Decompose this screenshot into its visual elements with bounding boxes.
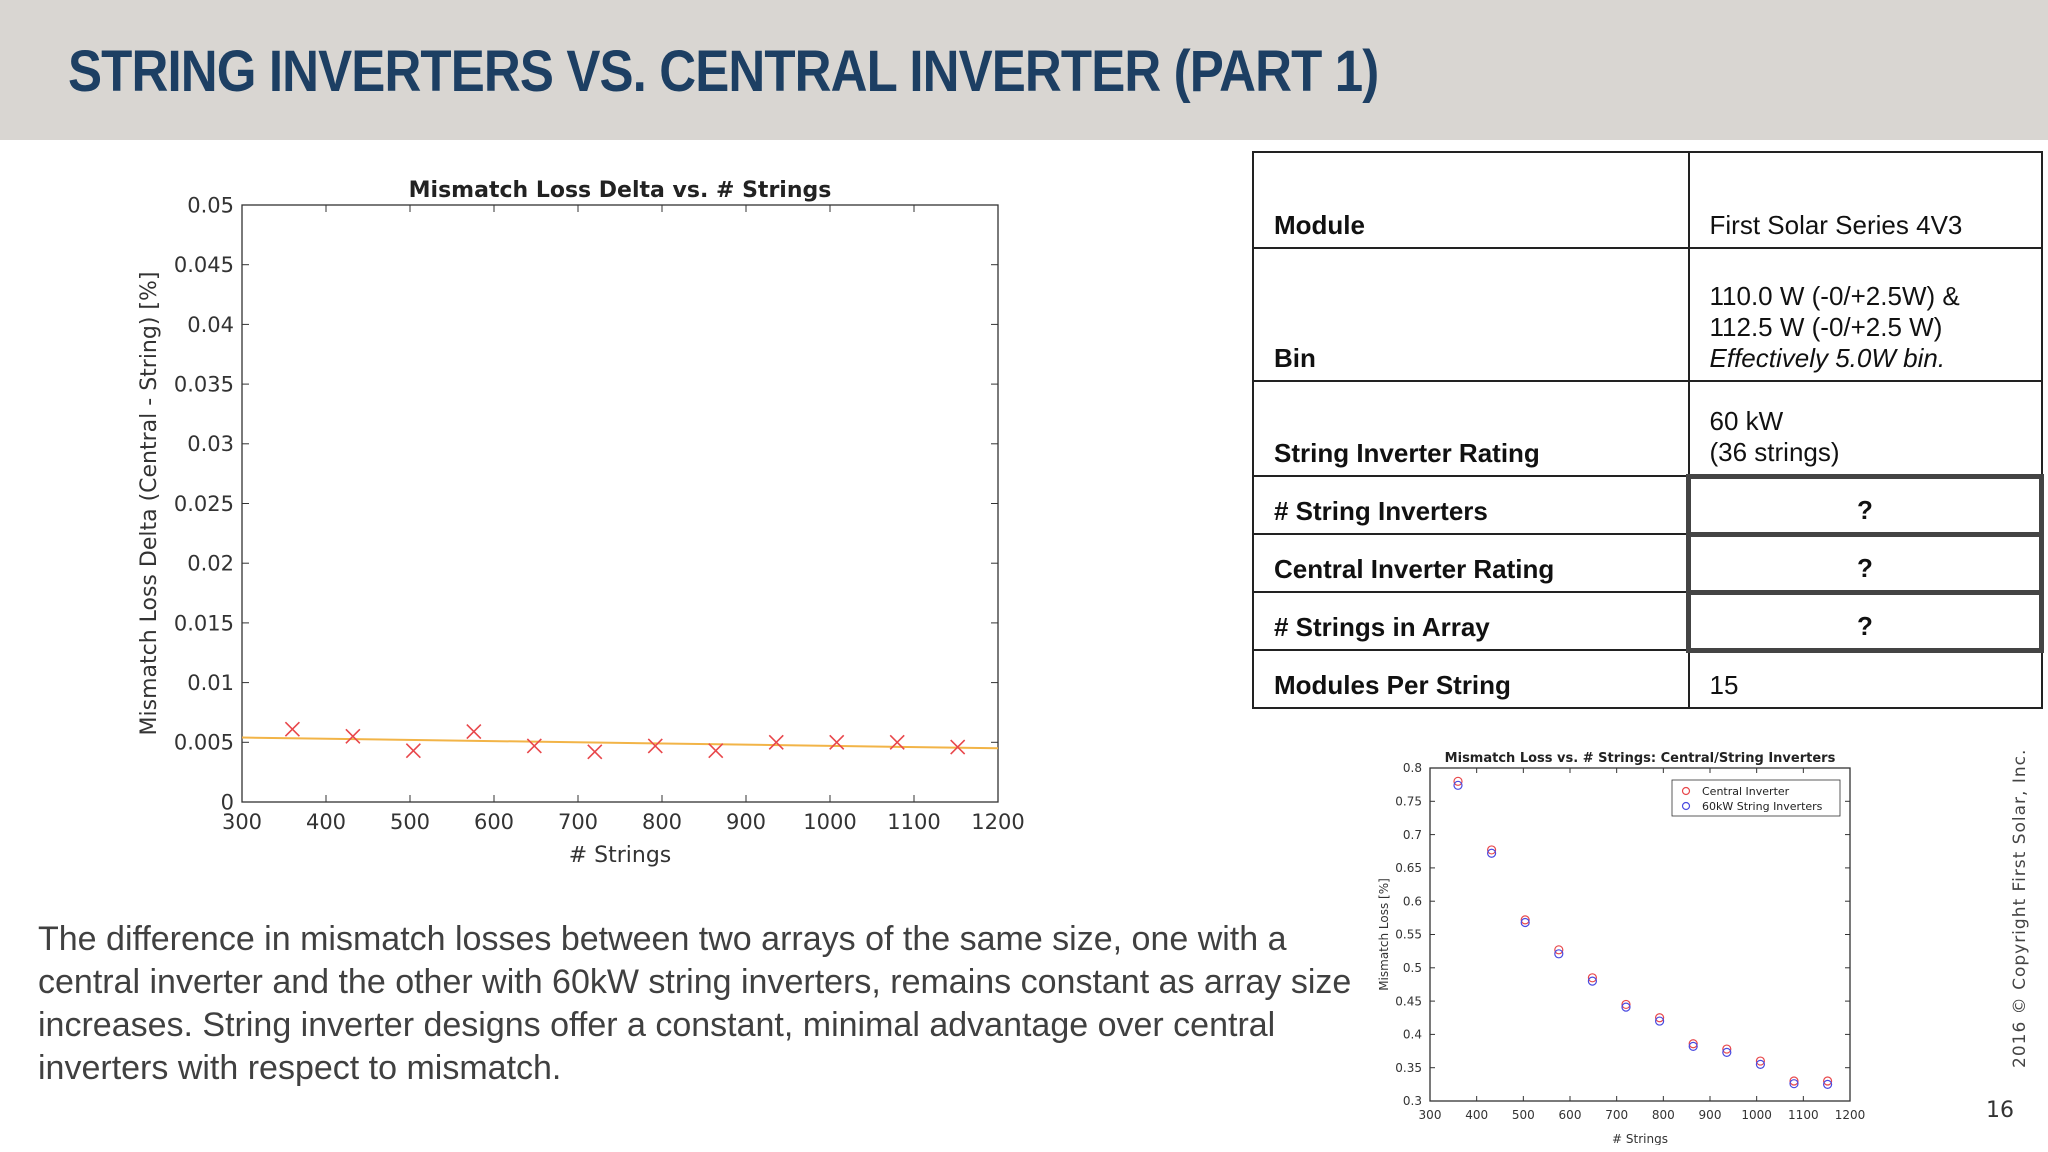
summary-text: The difference in mismatch losses between two arrays of the same size, one with a central inverter and the other with 60kW string inverters, remains constant as array size increases. String inverter designs offer a constant, minimal advantage over central inverters with respect to mismatch. <box>38 920 1352 1087</box>
x-tick-label: 1100 <box>887 810 941 834</box>
x-tick-label: 900 <box>725 810 767 834</box>
x-tick-label: 300 <box>221 810 263 834</box>
y-tick-label: 0.02 <box>187 551 234 576</box>
x-tick-label: 600 <box>473 810 515 834</box>
row-label: Modules Per String <box>1253 650 1689 708</box>
x-tick-label: 500 <box>1511 1108 1535 1122</box>
y-tick-label: 0.03 <box>187 432 234 457</box>
row-value: 110.0 W (-0/+2.5W) & 112.5 W (-0/+2.5 W) <box>1709 281 1960 342</box>
table-row <box>1253 650 2042 708</box>
y-tick-label: 0.45 <box>1395 994 1422 1009</box>
y-axis-label: Mismatch Loss [%] <box>1377 878 1391 991</box>
y-tick-label: 0.045 <box>173 253 234 278</box>
row-value: ? <box>1689 476 2042 534</box>
x-tick-label: 700 <box>1605 1108 1629 1122</box>
legend-label: Central Inverter <box>1702 785 1790 798</box>
mismatch-delta-chart <box>120 165 1040 885</box>
x-tick-label: 800 <box>641 810 683 834</box>
y-tick-label: 0.01 <box>187 670 234 695</box>
x-tick-label: 500 <box>389 810 431 834</box>
table-row <box>1253 381 2042 476</box>
row-label: Bin <box>1253 248 1689 381</box>
x-axis-label: # Strings <box>1612 1132 1668 1145</box>
y-tick-label: 0.025 <box>173 491 234 516</box>
slide-title: STRING INVERTERS VS. CENTRAL INVERTER (PART 1) <box>68 39 1379 104</box>
y-tick-label: 0.3 <box>1402 1094 1422 1109</box>
title-banner <box>0 0 2048 140</box>
y-tick-label: 0.005 <box>173 730 234 755</box>
row-label: Module <box>1253 152 1689 248</box>
row-value: ? <box>1689 534 2042 592</box>
x-axis-label: # Strings <box>568 843 672 868</box>
row-label: # Strings in Array <box>1253 592 1689 650</box>
y-tick-label: 0.55 <box>1395 927 1422 942</box>
x-tick-label: 300 <box>1418 1108 1442 1122</box>
x-tick-label: 1100 <box>1788 1108 1819 1122</box>
row-value: ? <box>1689 592 2042 650</box>
x-tick-label: 1000 <box>1741 1108 1772 1122</box>
table-row <box>1253 248 2042 381</box>
y-tick-label: 0.5 <box>1402 961 1422 975</box>
row-label: Central Inverter Rating <box>1253 534 1689 592</box>
y-axis-label: Mismatch Loss Delta (Central - String) [%] <box>137 271 162 736</box>
legend-label: 60kW String Inverters <box>1702 800 1823 813</box>
row-value: First Solar Series 4V3 <box>1689 152 2042 248</box>
row-note: Effectively 5.0W bin. <box>1709 343 1946 373</box>
x-tick-label: 700 <box>557 810 599 834</box>
y-tick-label: 0.4 <box>1402 1027 1422 1042</box>
y-tick-label: 0.015 <box>173 611 234 636</box>
y-tick-label: 0.8 <box>1402 761 1422 776</box>
spec-table <box>1252 151 2044 709</box>
x-tick-label: 900 <box>1698 1108 1722 1122</box>
x-tick-label: 400 <box>1465 1108 1489 1122</box>
row-label: String Inverter Rating <box>1253 381 1689 476</box>
table-row <box>1253 152 2042 248</box>
y-tick-label: 0.7 <box>1402 827 1422 842</box>
y-tick-label: 0.6 <box>1402 894 1422 909</box>
y-tick-label: 0.035 <box>173 372 234 397</box>
row-value-cell <box>1689 248 2042 381</box>
table-row <box>1253 534 2042 592</box>
plot-area <box>1430 768 1850 1101</box>
chart-title: Mismatch Loss vs. # Strings: Central/String Inverters <box>1444 751 1836 766</box>
row-value: 15 <box>1689 650 2042 708</box>
x-tick-label: 1000 <box>803 810 857 834</box>
row-value: 60 kW (36 strings) <box>1689 381 2042 476</box>
page-number: 16 <box>1986 1098 2014 1123</box>
x-tick-label: 800 <box>1651 1108 1675 1122</box>
mismatch-loss-chart <box>1360 745 1890 1145</box>
y-tick-label: 0.05 <box>187 193 234 218</box>
table-row <box>1253 592 2042 650</box>
x-tick-label: 600 <box>1558 1108 1582 1122</box>
y-tick-label: 0.04 <box>187 312 234 337</box>
x-tick-label: 1200 <box>971 810 1025 834</box>
x-tick-label: 1200 <box>1834 1108 1866 1122</box>
y-tick-label: 0.75 <box>1395 794 1422 809</box>
row-label: # String Inverters <box>1253 476 1689 534</box>
y-tick-label: 0.65 <box>1395 861 1422 876</box>
chart-title: Mismatch Loss Delta vs. # Strings <box>408 178 832 203</box>
y-tick-label: 0 <box>220 790 234 815</box>
y-tick-label: 0.35 <box>1395 1060 1422 1075</box>
copyright-text: 2016 © Copyright First Solar, Inc. <box>2010 748 2030 1068</box>
plot-area <box>242 205 998 802</box>
x-tick-label: 400 <box>305 810 347 834</box>
table-row <box>1253 476 2042 534</box>
